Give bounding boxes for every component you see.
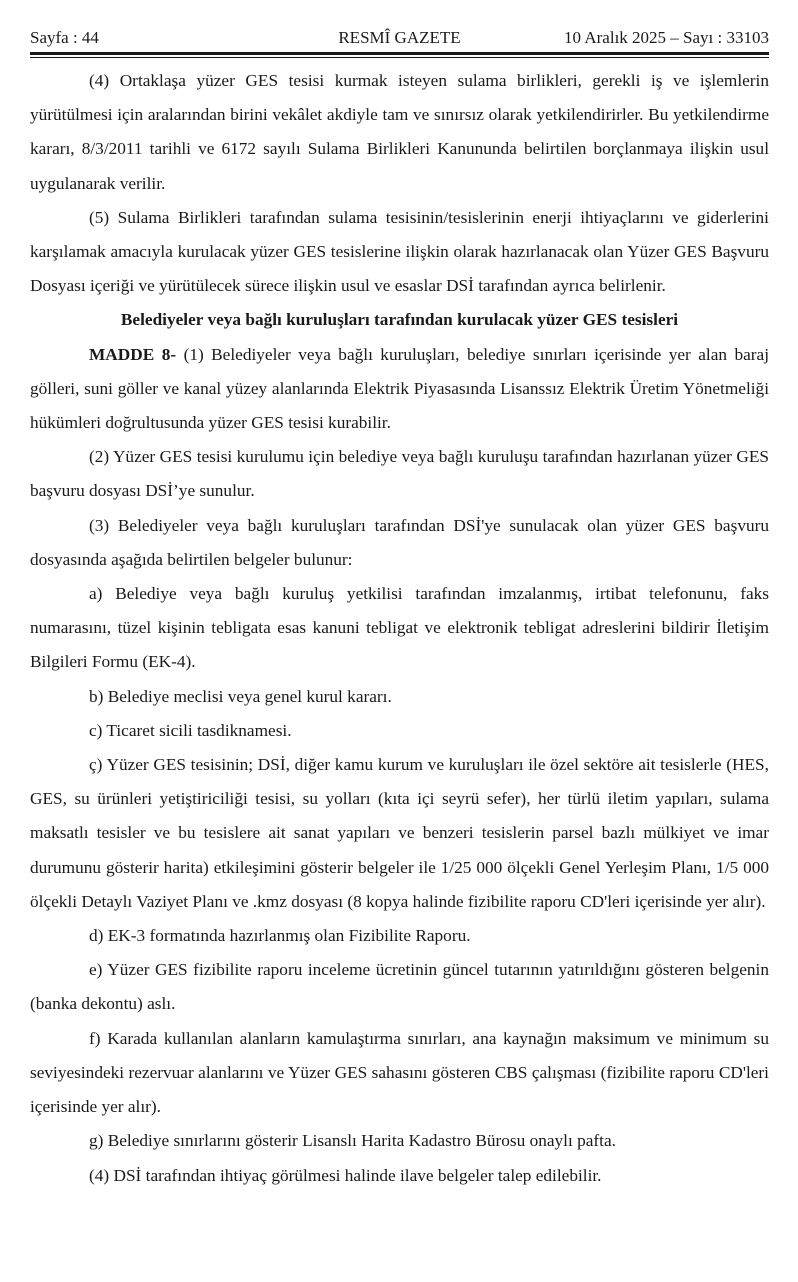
list-item-b: b) Belediye meclisi veya genel kurul kararı. [89,686,392,706]
list-item-d: d) EK-3 formatında hazırlanmış olan Fizibilite Raporu. [89,926,471,946]
gazette-page [30,0,769,1185]
date-issue: 10 Aralık 2025 – Sayı : 33103 [564,28,769,47]
list-item-e: e) Yüzer GES fizibilite raporu inceleme ücretinin güncel tutarının yatırıldığını gösteren belgenin (banka dekontu) aslı. [30,960,769,1014]
publication-title: RESMÎ GAZETE [338,28,461,47]
article-8-text-1: (1) Belediyeler veya bağlı kuruluşları, belediye sınırları içerisinde yer alan baraj gölleri, suni göller ve kanal yüzey alanlarında Elektrik Piyasasında Lisanssız Elektrik Üretim Yönetmeliği hükümleri doğrultusunda yüzer GES tesisi kurabilir. [30,344,769,433]
article-8-paragraph-2: (2) Yüzer GES tesisi kurulumu için belediye veya bağlı kuruluşu tarafından hazırlanan yüzer GES başvuru dosyası DSİ’ye sunulur. [30,447,769,501]
header-rule-thin [30,57,769,58]
article-8-paragraph-1 [30,338,769,441]
list-item-c-cedilla: ç) Yüzer GES tesisinin; DSİ, diğer kamu kurum ve kuruluşları ile özel sektöre ait tesislerle (HES, GES, su ürünleri yetiştiriciliği tesisi, su yolları (kıta içi seyrü sefer), her türlü iletim yapıları, sulama maksatlı tesisler ve bu tesislere ait sanat yapıları ve benzeri tesislerin parsel bazlı mülkiyet ve imar durumunu gösterir harita) etkileşimini gösterir belgeler ile 1/25 000 ölçekli Genel Yerleşim Planı, 1/5 000 ölçekli Detaylı Vaziyet Planı ve .kmz dosyası (8 kopya halinde fizibilite raporu CD'leri içerisinde yer alır). [30,755,769,911]
article-label: MADDE 8- [89,344,177,364]
list-item-a: a) Belediye veya bağlı kuruluş yetkilisi tarafından imzalanmış, irtibat telefonunu, faks numarasını, tüzel kişinin tebligata esas kanuni tebligat ve elektronik tebligat adreslerini bildirir İletişim Bilgileri Formu (EK-4). [30,584,769,672]
page-header [30,0,769,48]
section-title: Belediyeler veya bağlı kuruluşları tarafından kurulacak yüzer GES tesisleri [120,310,679,330]
paragraph-4-joint: (4) Ortaklaşa yüzer GES tesisi kurmak isteyen sulama birlikleri, gerekli iş ve işlemlerin yürütülmesi için aralarından birini vekâlet akdiyle tam ve sınırsız olarak yetkilendirirler. Bu yetkilendirme kararı, 8/3/2011 tarihli ve 6172 sayılı Sulama Birlikleri Kanununda belirtilen borçlanmaya ilişkin usul uygulanarak verilir. [30,71,769,193]
list-item-g: g) Belediye sınırlarını gösterir Lisanslı Harita Kadastro Bürosu onaylı pafta. [89,1131,616,1151]
paragraph-5: (5) Sulama Birlikleri tarafından sulama tesisinin/tesislerinin enerji ihtiyaçlarını ve giderlerini karşılamak amacıyla kurulacak yüzer GES tesislerine ilişkin olarak hazırlanacak olan Yüzer GES Başvuru Dosyası içeriği ve yürütülecek sürece ilişkin usul ve esaslar DSİ tarafından ayrıca belirlenir. [30,207,769,296]
article-8-paragraph-4: (4) DSİ tarafından ihtiyaç görülmesi halinde ilave belgeler talep edilebilir. [89,1165,602,1185]
document-body [30,64,769,1193]
page-number: Sayfa : 44 [30,28,99,47]
article-8-paragraph-3: (3) Belediyeler veya bağlı kuruluşları tarafından DSİ'ye sunulacak olan yüzer GES başvuru dosyasında aşağıda belirtilen belgeler bulunur: [30,515,769,569]
list-item-c: c) Ticaret sicili tasdiknamesi. [89,720,292,740]
header-rule-thick [30,52,769,55]
list-item-f: f) Karada kullanılan alanların kamulaştırma sınırları, ana kaynağın maksimum ve minimum su seviyesindeki rezervuar alanlarını ve Yüzer GES sahasını gösteren CBS çalışması (fizibilite raporu CD'leri içerisinde yer alır). [30,1028,769,1117]
